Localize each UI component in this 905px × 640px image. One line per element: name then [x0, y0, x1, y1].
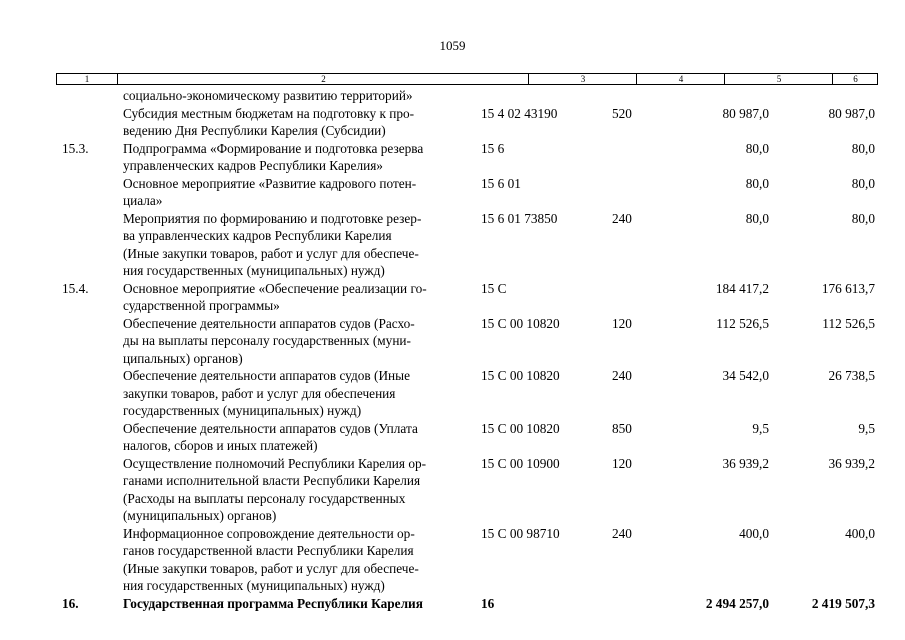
row-kvr: 240: [612, 525, 632, 541]
row-name: [123, 455, 469, 525]
row-name-line: государственных (муниципальных) нужд): [123, 403, 362, 418]
table-header: [56, 73, 878, 85]
row-name-line: сударственной программы»: [123, 298, 280, 313]
table-row: [0, 367, 905, 420]
table-row: [0, 315, 905, 368]
table-row: [0, 595, 905, 613]
table-row: [0, 105, 905, 140]
row-kvr: 240: [612, 210, 632, 226]
row-name-line: ципальных) органов): [123, 350, 243, 366]
row-value-col5: 9,5: [752, 420, 769, 436]
row-value-col5: 36 939,2: [722, 455, 769, 471]
row-name-line: ды на выплаты персоналу государственных (муни-: [123, 333, 411, 348]
table-row: [0, 210, 905, 280]
table-row: [0, 280, 905, 315]
header-col-3: 3: [528, 74, 637, 84]
row-value-col6: 36 939,2: [828, 455, 875, 471]
row-kvr: 240: [612, 368, 632, 383]
row-name-line: Основное мероприятие «Развитие кадрового потен-: [123, 175, 417, 191]
row-name: [123, 87, 469, 105]
row-name-line: Основное мероприятие «Обеспечение реализации го-: [123, 280, 427, 296]
row-code: 15 С 00 10900: [481, 455, 560, 471]
row-code: 15 С: [481, 280, 507, 296]
row-value-col6: 80,0: [851, 175, 875, 191]
row-name: [123, 595, 469, 613]
row-kvr: 120: [612, 315, 632, 331]
table-row: [0, 140, 905, 175]
row-name-line: Подпрограмма «Формирование и подготовка резерва: [123, 140, 424, 156]
row-name-line: Обеспечение деятельности аппаратов судов (Уплата: [123, 420, 418, 436]
row-name-line: ния государственных (муниципальных) нужд): [123, 578, 385, 593]
row-number: 16.: [62, 595, 79, 611]
row-name: [123, 140, 469, 175]
row-value-col6: 2 419 507,3: [811, 595, 875, 611]
row-code: 15 С 00 10820: [481, 420, 560, 436]
row-name: [123, 105, 469, 140]
row-name-line: (Иные закупки товаров, работ и услуг для обеспече-: [123, 560, 419, 576]
row-name-line: Обеспечение деятельности аппаратов судов (Иные: [123, 368, 410, 383]
row-name-line: Государственная программа Республики Карелия: [123, 595, 423, 611]
row-name-line: ва управленческих кадров Республики Карелия: [123, 228, 392, 243]
row-value-col5: 80,0: [745, 175, 769, 191]
row-name: [123, 210, 469, 280]
row-name-line: ведению Дня Республики Карелия (Субсидии): [123, 123, 386, 138]
table-row: [0, 87, 905, 105]
row-name-line: Информационное сопровождение деятельности ор-: [123, 525, 415, 541]
row-number: 15.4.: [62, 280, 89, 296]
row-name-line: (муниципальных) органов): [123, 508, 277, 523]
row-name-line: ганов государственной власти Республики Карелия: [123, 543, 414, 558]
row-value-col6: 400,0: [845, 525, 875, 541]
row-value-col5: 400,0: [739, 525, 769, 541]
row-value-col5: 34 542,0: [722, 368, 769, 383]
row-name: [123, 525, 469, 595]
row-name-line: ния государственных (муниципальных) нужд): [123, 263, 385, 278]
table-row: [0, 420, 905, 455]
row-name-line: Осуществление полномочий Республики Карелия ор-: [123, 455, 427, 471]
table-row: [0, 525, 905, 595]
row-name-line: Обеспечение деятельности аппаратов судов (Расхо-: [123, 315, 415, 331]
page-number: 1059: [439, 38, 466, 53]
header-col-1: 1: [84, 74, 90, 84]
row-name: [123, 367, 469, 420]
row-value-col5: 2 494 257,0: [705, 595, 769, 611]
row-name-line: Субсидия местным бюджетам на подготовку к про-: [123, 105, 415, 121]
row-kvr: 520: [612, 105, 632, 121]
row-name: [123, 280, 469, 315]
row-value-col5: 80,0: [745, 140, 769, 156]
row-name-line: (Иные закупки товаров, работ и услуг для обеспече-: [123, 245, 419, 261]
row-code: 15 С 00 10820: [481, 368, 560, 383]
row-name: [123, 175, 469, 210]
header-col-5: 5: [724, 74, 833, 84]
row-name-line: ганами исполнительной власти Республики Карелия: [123, 473, 421, 488]
row-value-col6: 80 987,0: [828, 105, 875, 121]
row-name: [123, 315, 469, 368]
row-name-line: закупки товаров, работ и услуг для обеспечения: [123, 385, 396, 401]
row-code: 15 6 01 73850: [481, 210, 558, 226]
header-col-2: 2: [117, 74, 529, 84]
header-col-6: 6: [832, 74, 878, 84]
header-col-4: 4: [636, 74, 725, 84]
row-value-col5: 184 417,2: [715, 280, 769, 296]
row-code: 16: [481, 595, 495, 611]
row-kvr: 120: [612, 455, 632, 471]
row-name-line: Мероприятия по формированию и подготовке резер-: [123, 210, 422, 226]
row-value-col6: 26 738,5: [828, 368, 875, 383]
row-name: [123, 420, 469, 455]
row-code: 15 6 01: [481, 175, 521, 191]
row-name-line: управленческих кадров Республики Карелия»: [123, 158, 383, 173]
row-code: 15 4 02 43190: [481, 105, 558, 121]
row-code: 15 С 00 98710: [481, 525, 560, 541]
row-code: 15 С 00 10820: [481, 315, 560, 331]
row-name-line: циала»: [123, 193, 163, 208]
row-name-line: (Расходы на выплаты персоналу государственных: [123, 490, 406, 506]
row-value-col5: 80,0: [745, 210, 769, 226]
table-row: [0, 455, 905, 525]
row-value-col5: 80 987,0: [722, 105, 769, 121]
row-number: 15.3.: [62, 140, 89, 156]
row-value-col6: 112 526,5: [822, 315, 875, 331]
table-row: [0, 175, 905, 210]
row-value-col6: 9,5: [858, 420, 875, 436]
row-code: 15 6: [481, 140, 505, 156]
row-value-col6: 176 613,7: [821, 280, 875, 296]
row-value-col6: 80,0: [851, 210, 875, 226]
row-name-line: социально-экономическому развитию территорий»: [123, 88, 413, 103]
row-kvr: 850: [612, 420, 632, 436]
row-value-col6: 80,0: [851, 140, 875, 156]
row-name-line: налогов, сборов и иных платежей): [123, 438, 318, 453]
row-value-col5: 112 526,5: [716, 315, 769, 331]
